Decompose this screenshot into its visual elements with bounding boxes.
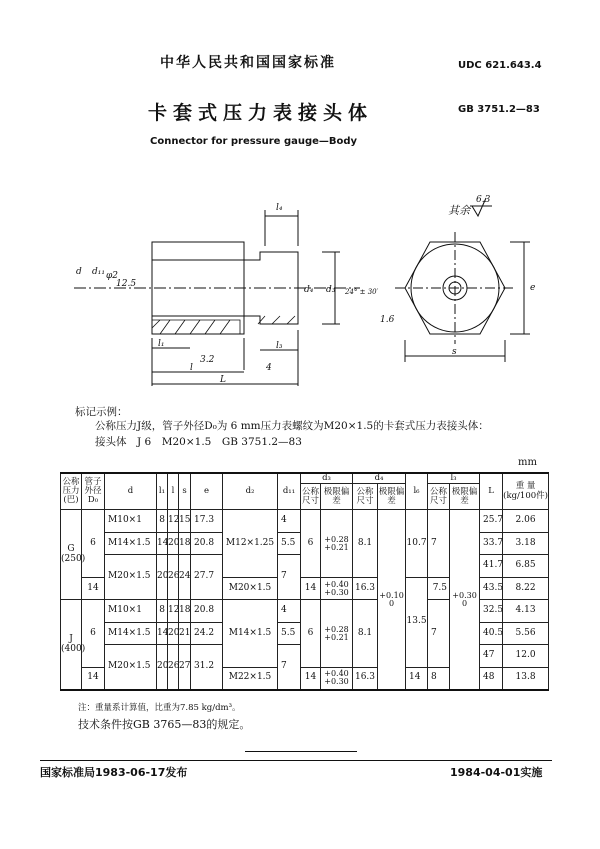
L-cell: 47 <box>480 645 503 668</box>
weight-cell: 3.18 <box>503 532 549 555</box>
l1-cell: 14 <box>157 532 168 555</box>
pressure-pressure: (250) <box>61 553 86 564</box>
footer-divider <box>40 760 552 761</box>
e-cell: 20.8 <box>191 532 223 555</box>
dim-s: s <box>452 347 457 357</box>
roughness-1-6: 1.6 <box>380 315 395 325</box>
l3-tolerance-cell <box>450 510 480 690</box>
national-standard-heading: 中华人民共和国国家标准 <box>160 55 336 71</box>
s-cell: 24 <box>179 555 191 600</box>
pressure-grade: J <box>69 633 73 644</box>
header-tolerance: 极限偏差 <box>450 484 480 510</box>
l6-cell: 13.5 <box>406 577 428 667</box>
L-cell: 41.7 <box>480 555 503 578</box>
tolerance-value: +0.28 <box>324 534 349 544</box>
thread-d-cell: M20×1.5 <box>105 555 157 600</box>
dim-4: 4 <box>266 363 272 373</box>
udc-code: UDC 621.643.4 <box>458 60 542 71</box>
l6-cell: 10.7 <box>406 510 428 578</box>
d2-cell: M20×1.5 <box>223 577 278 600</box>
L-cell: 32.5 <box>480 600 503 623</box>
pressure-grade: G <box>67 543 75 554</box>
example-description: 公称压力J级，管子外径D₀为 6 mm压力表螺纹为M20×1.5的卡套式压力表接头体： <box>95 420 489 432</box>
end-view <box>395 232 530 362</box>
dim-l: l <box>190 363 193 373</box>
example-marking: 接头体 J 6 M20×1.5 GB 3751.2—83 <box>95 436 302 448</box>
end-divider <box>245 751 357 752</box>
L-cell: 43.5 <box>480 577 503 600</box>
d11-cell: 5.5 <box>278 622 301 645</box>
l6-cell: 14 <box>406 667 428 690</box>
s-cell: 18 <box>179 532 191 555</box>
d3-tolerance-cell <box>321 577 353 600</box>
d11-cell: 7 <box>278 555 301 600</box>
d2-cell: M14×1.5 <box>223 600 278 668</box>
L-cell: 48 <box>480 667 503 690</box>
publish-date: 国家标准局1983-06-17发布 <box>40 766 188 779</box>
l3-cell: 7.5 <box>428 577 450 600</box>
weight-note: 注：重量系计算值，比重为7.85 kg/dm³。 <box>78 703 241 713</box>
dim-d3: d₃ <box>326 285 336 295</box>
dim-l1: l₁ <box>158 339 165 349</box>
d3-cell: 14 <box>301 577 321 600</box>
header-d2: d₂ <box>223 473 278 510</box>
roughness-rest-value: 6.3 <box>476 195 491 205</box>
header-l3: l₃ <box>428 473 480 484</box>
d3-cell: 6 <box>301 510 321 578</box>
d4-cell: 8.1 <box>353 600 378 668</box>
example-label: 标记示例： <box>75 406 128 418</box>
l-cell: 26 <box>168 645 179 690</box>
dim-l3: l₃ <box>276 341 283 351</box>
d3-tolerance-cell <box>321 510 353 578</box>
header-weight: 重 量(kg/100件) <box>503 473 549 510</box>
L-cell: 40.5 <box>480 622 503 645</box>
l1-cell: 8 <box>157 600 168 623</box>
l3-cell: 8 <box>428 667 450 690</box>
header-nominal: 公称尺寸 <box>301 484 321 510</box>
l-cell: 20 <box>168 622 179 645</box>
pressure-grade-cell <box>61 600 86 690</box>
tolerance-value: 0 <box>388 598 395 608</box>
L-cell: 25.7 <box>480 510 503 533</box>
e-cell: 24.2 <box>191 622 223 645</box>
header-L: L <box>480 473 503 510</box>
header-nominal: 公称尺寸 <box>428 484 450 510</box>
l1-cell: 20 <box>157 555 168 600</box>
l3-cell: 7 <box>428 600 450 668</box>
d11-cell: 7 <box>278 645 301 690</box>
weight-cell: 8.22 <box>503 577 549 600</box>
thread-d-cell: M10×1 <box>105 600 157 623</box>
document-title: 卡套式压力表接头体 <box>148 102 374 124</box>
weight-cell: 13.8 <box>503 667 549 690</box>
tolerance-value: +0.28 <box>324 624 349 634</box>
header-pressure: 公称压力(巴) <box>61 473 82 510</box>
dim-l4: l₄ <box>276 203 283 213</box>
header-l6: l₆ <box>406 473 428 510</box>
d3-cell: 14 <box>301 667 321 690</box>
L-cell: 33.7 <box>480 532 503 555</box>
dimension-table <box>60 472 549 691</box>
tube-od-cell: 6 <box>82 600 105 668</box>
d4-cell: 16.3 <box>353 577 378 600</box>
tube-od-cell: 6 <box>82 510 105 578</box>
d4-tolerance-cell <box>378 510 406 690</box>
l1-cell: 20 <box>157 645 168 690</box>
tolerance-value: +0.40 <box>324 669 349 679</box>
thread-d-cell: M14×1.5 <box>105 622 157 645</box>
roughness-3-2: 3.2 <box>200 355 215 365</box>
l-cell: 26 <box>168 555 179 600</box>
header-l1: l₁ <box>157 473 168 510</box>
d11-cell: 4 <box>278 600 301 623</box>
header-s: s <box>179 473 191 510</box>
d3-tolerance-cell <box>321 600 353 668</box>
dim-L: L <box>220 375 226 385</box>
l1-cell: 8 <box>157 510 168 533</box>
header-nominal: 公称尺寸 <box>353 484 378 510</box>
technical-conditions: 技术条件按GB 3765—83的规定。 <box>78 718 251 731</box>
tolerance-value: +0.10 <box>379 590 404 600</box>
roughness-rest-label: 其余 <box>448 204 470 217</box>
english-title: Connector for pressure gauge—Body <box>150 136 358 147</box>
angle-label: 24° ± 30′ <box>345 288 379 296</box>
l-cell: 20 <box>168 532 179 555</box>
s-cell: 15 <box>179 510 191 533</box>
weight-cell: 4.13 <box>503 600 549 623</box>
l1-cell: 14 <box>157 622 168 645</box>
e-cell: 17.3 <box>191 510 223 533</box>
weight-cell: 5.56 <box>503 622 549 645</box>
dim-d4: d₄ <box>304 285 314 295</box>
tolerance-value: +0.21 <box>324 542 349 552</box>
tolerance-value: 0 <box>461 598 468 608</box>
tolerance-value: +0.30 <box>324 677 349 687</box>
technical-drawing <box>40 190 560 400</box>
header-e: e <box>191 473 223 510</box>
d4-cell: 16.3 <box>353 667 378 690</box>
header-d4: d₄ <box>353 473 406 484</box>
pressure-pressure: (400) <box>61 643 86 654</box>
roughness-12-5: 12.5 <box>116 279 137 289</box>
header-tolerance: 极限偏差 <box>378 484 406 510</box>
d2-cell: M12×1.25 <box>223 510 278 578</box>
l-cell: 12 <box>168 600 179 623</box>
thread-d-cell: M14×1.5 <box>105 532 157 555</box>
gb-code: GB 3751.2—83 <box>458 104 540 115</box>
e-cell: 27.7 <box>191 555 223 600</box>
weight-cell: 2.06 <box>503 510 549 533</box>
header-tolerance: 极限偏差 <box>321 484 353 510</box>
l-cell: 12 <box>168 510 179 533</box>
header-d: d <box>105 473 157 510</box>
s-cell: 27 <box>179 645 191 690</box>
tolerance-value: +0.40 <box>324 579 349 589</box>
tube-od-cell: 14 <box>82 667 105 690</box>
d4-cell: 8.1 <box>353 510 378 578</box>
tolerance-value: +0.21 <box>324 632 349 642</box>
header-d3: d₃ <box>301 473 353 484</box>
e-cell: 31.2 <box>191 645 223 690</box>
tolerance-value: +0.30 <box>452 590 477 600</box>
dim-phi2: φ2 <box>106 271 119 281</box>
dim-d11: d₁₁ <box>92 267 105 277</box>
header-d11: d₁₁ <box>278 473 301 510</box>
d11-cell: 4 <box>278 510 301 533</box>
s-cell: 18 <box>179 600 191 623</box>
s-cell: 21 <box>179 622 191 645</box>
l3-cell: 7 <box>428 510 450 578</box>
unit-label: mm <box>518 457 537 468</box>
header-tube-od: 管子外径D₀ <box>82 473 105 510</box>
side-view <box>74 210 360 386</box>
table-row <box>61 510 549 533</box>
weight-cell: 12.0 <box>503 645 549 668</box>
header-l: l <box>168 473 179 510</box>
dim-d: d <box>76 267 82 277</box>
thread-d-cell: M10×1 <box>105 510 157 533</box>
weight-cell: 6.85 <box>503 555 549 578</box>
dim-e: e <box>530 283 536 293</box>
d3-cell: 6 <box>301 600 321 668</box>
thread-d-cell: M20×1.5 <box>105 645 157 690</box>
tolerance-value: +0.30 <box>324 587 349 597</box>
d2-cell: M22×1.5 <box>223 667 278 690</box>
e-cell: 20.8 <box>191 600 223 623</box>
d11-cell: 5.5 <box>278 532 301 555</box>
pressure-grade-cell <box>61 510 86 600</box>
d3-tolerance-cell <box>321 667 353 690</box>
implementation-date: 1984-04-01实施 <box>450 766 543 779</box>
tube-od-cell: 14 <box>82 577 105 600</box>
